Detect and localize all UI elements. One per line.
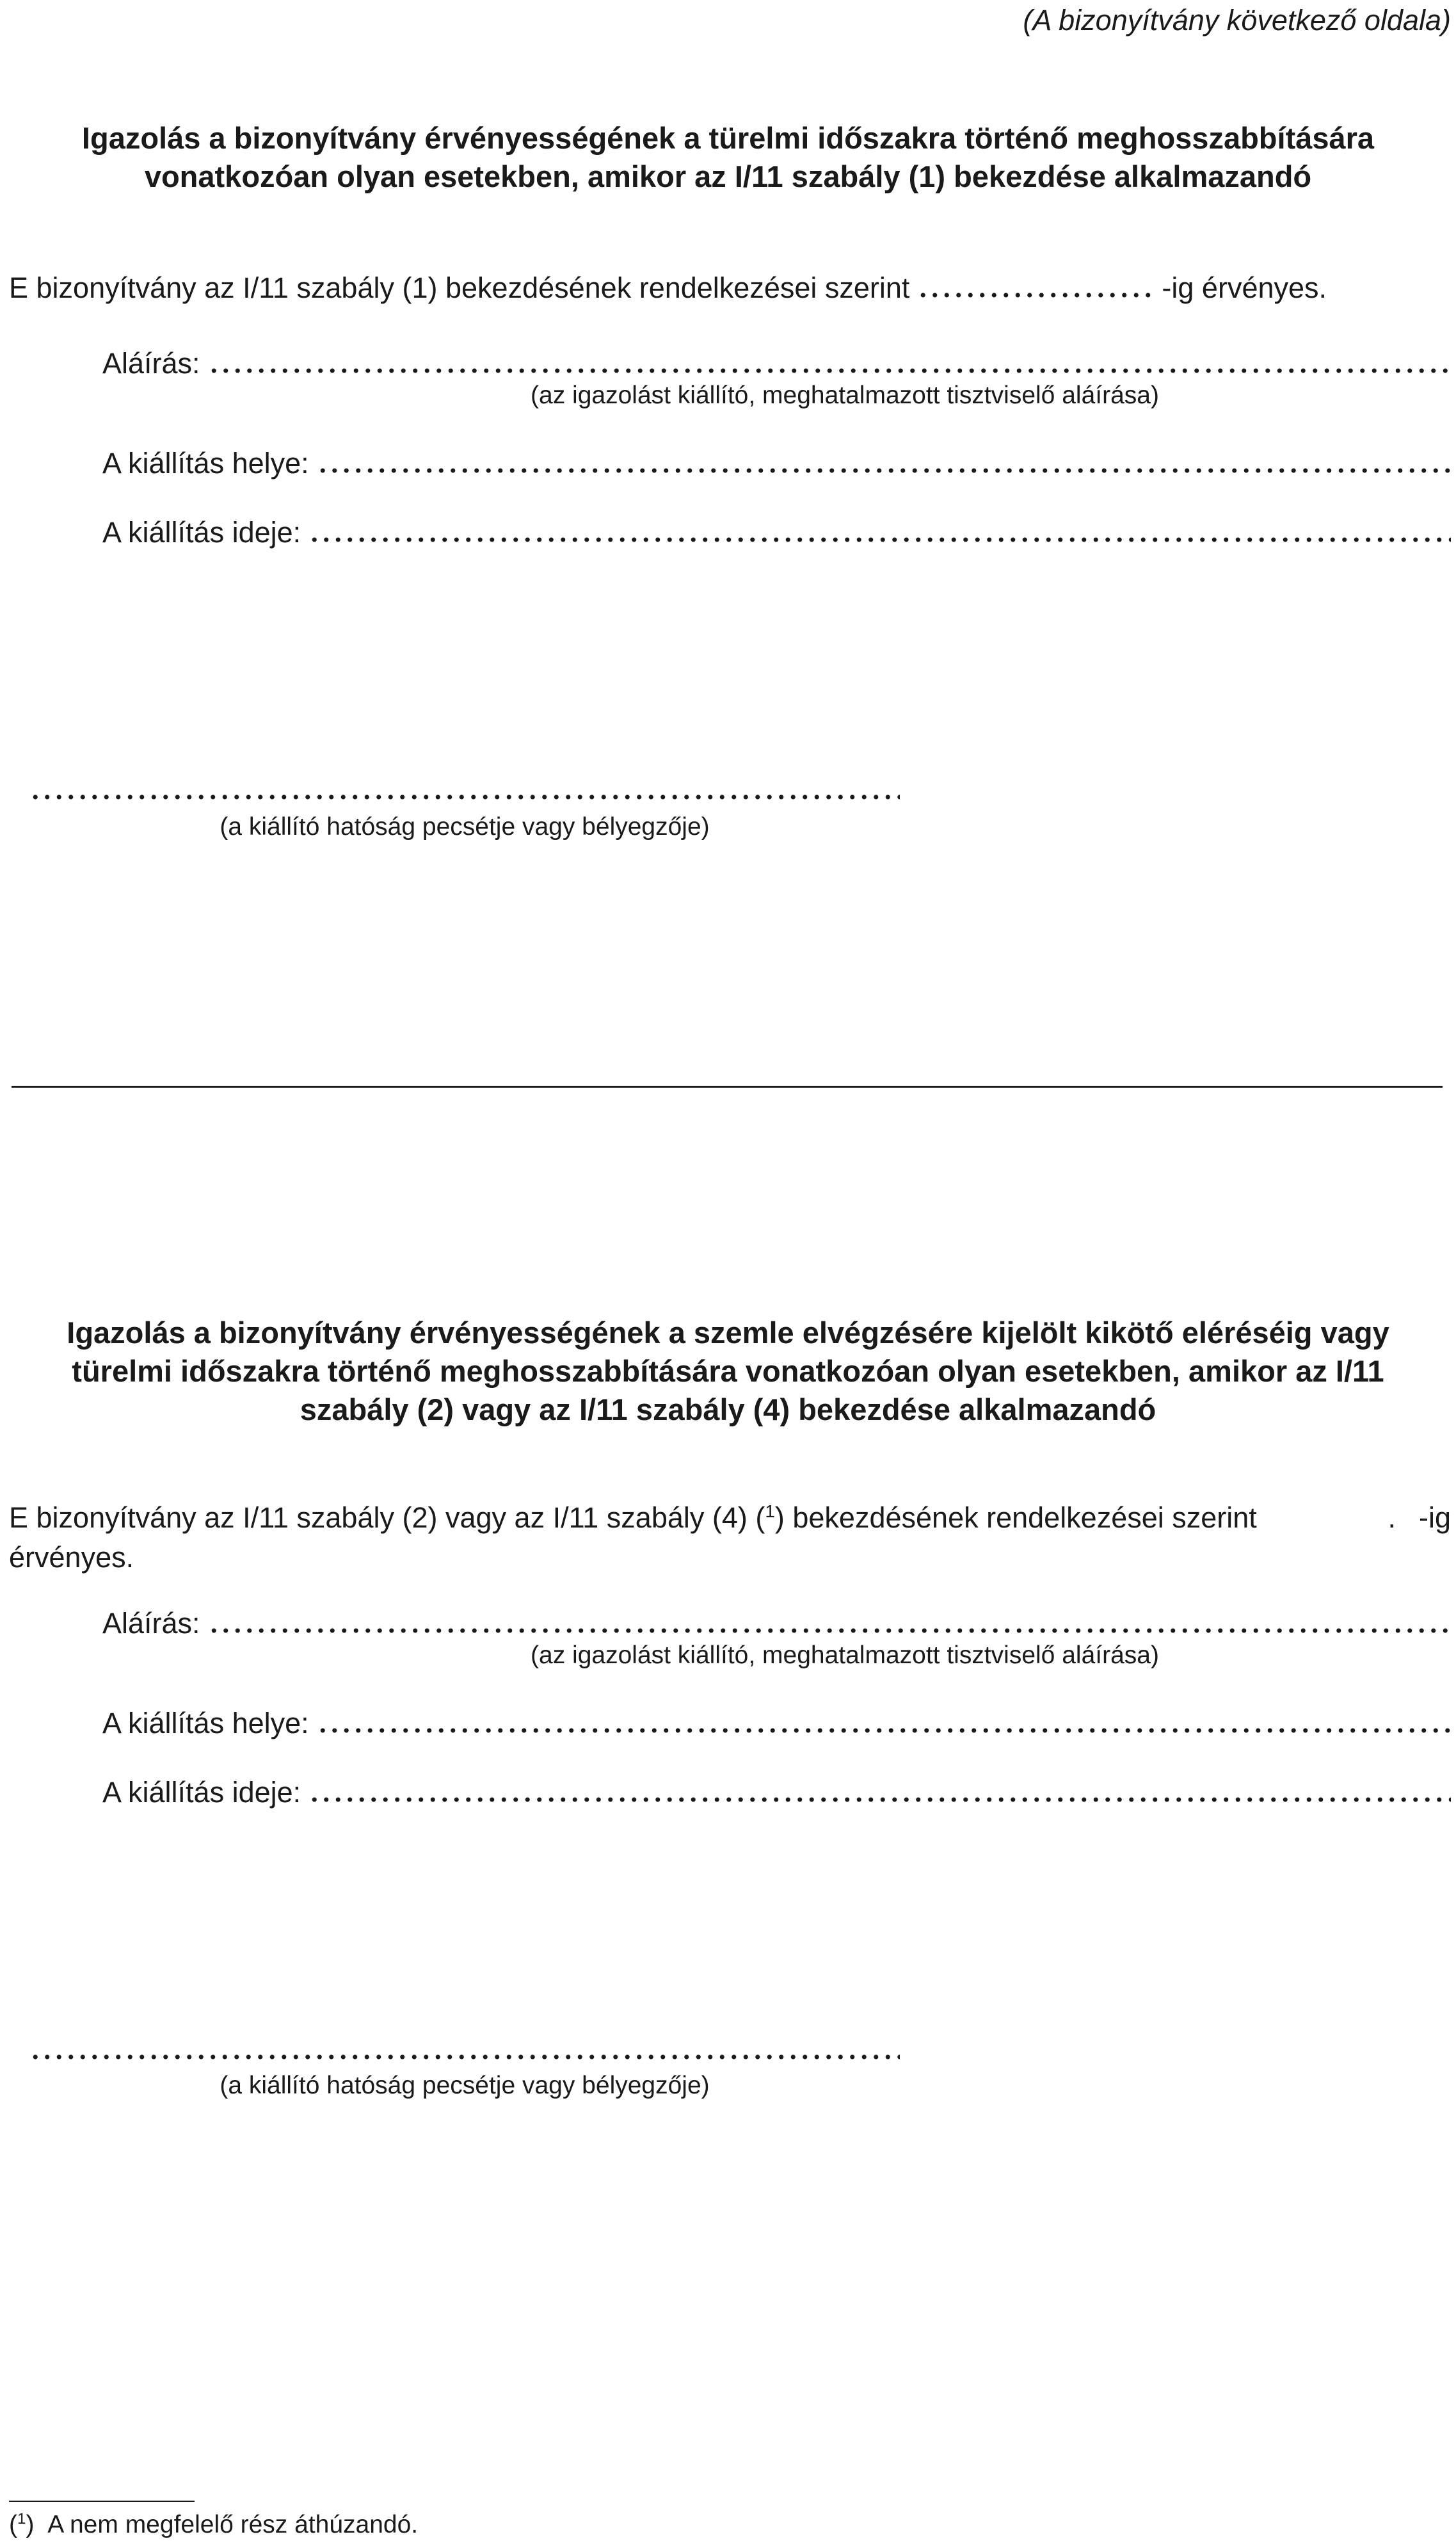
section1-place-label: A kiállítás helye: xyxy=(102,447,309,480)
section2-place-row xyxy=(102,1704,1451,1743)
section1-heading-line1: Igazolás a bizonyítvány érvényességének a türelmi időszakra történő meghosszabbítására xyxy=(81,121,1375,155)
footnote-reference[interactable]: 1 xyxy=(765,1501,775,1521)
section2-date-label: A kiállítás ideje: xyxy=(102,1776,301,1809)
section1-signature-caption: (az igazolást kiállító, meghatalmazott tisztviselő aláírása) xyxy=(531,382,1159,409)
section2-place-field[interactable] xyxy=(317,1727,1451,1734)
section1-stamp-field[interactable] xyxy=(29,794,900,800)
section1-validity-date-field[interactable] xyxy=(917,292,1154,298)
section1-signature-row xyxy=(102,344,1451,383)
section2-statement-prefix: E bizonyítvány az I/11 szabály (2) vagy az I/11 szabály (4) ( xyxy=(9,1501,765,1534)
section2-signature-caption: (az igazolást kiállító, meghatalmazott tisztviselő aláírása) xyxy=(531,1641,1159,1669)
section1-date-row xyxy=(102,513,1451,552)
section2-statement-line2: érvényes. xyxy=(9,1541,134,1574)
section2-heading-line1: Igazolás a bizonyítvány érvényességének a szemle elvégzésére kijelölt kikötő eléréséig vagy xyxy=(67,1316,1389,1350)
section1-stamp-caption: (a kiállító hatóság pecsétje vagy bélyegzője) xyxy=(220,813,710,841)
section1-heading-line2: vonatkozóan olyan esetekben, amikor az I/11 szabály (1) bekezdése alkalmazandó xyxy=(144,159,1312,193)
section2-validity-statement xyxy=(9,1498,1451,1577)
section2-validity-date-field[interactable]: . xyxy=(1388,1501,1396,1534)
section1-signature-label: Aláírás: xyxy=(102,347,200,380)
footnote-marker: 1 xyxy=(17,2510,26,2528)
section2-signature-label: Aláírás: xyxy=(102,1607,200,1640)
section1-place-field[interactable] xyxy=(317,467,1451,474)
section2-signature-field[interactable] xyxy=(208,1627,1451,1634)
page-header: (A bizonyítvány következő oldala) xyxy=(1023,4,1451,36)
section2-date-field[interactable] xyxy=(308,1796,1451,1803)
footnote-open: ( xyxy=(9,2511,17,2538)
section1-statement-prefix: E bizonyítvány az I/11 szabály (1) bekezdésének rendelkezései szerint xyxy=(9,271,910,304)
section2-place-label: A kiállítás helye: xyxy=(102,1707,309,1739)
section2-heading-line3: szabály (2) vagy az I/11 szabály (4) bekezdése alkalmazandó xyxy=(300,1392,1156,1426)
footnote xyxy=(9,2508,418,2542)
section1-signature-field[interactable] xyxy=(208,367,1451,374)
section1-date-label: A kiállítás ideje: xyxy=(102,516,301,549)
footnote-close: ) xyxy=(26,2511,35,2538)
section2-heading-line2: türelmi időszakra történő meghosszabbítására vonatkozóan olyan esetekben, amikor az I/11 xyxy=(72,1354,1384,1388)
section-divider xyxy=(12,1086,1443,1088)
section2-date-row xyxy=(102,1773,1451,1812)
section2-stamp-field[interactable] xyxy=(29,2054,900,2060)
footnote-text: A nem megfelelő rész áthúzandó. xyxy=(47,2511,419,2538)
section2-stamp-caption: (a kiállító hatóság pecsétje vagy bélyegzője) xyxy=(220,2072,710,2099)
section1-validity-statement xyxy=(9,269,1451,307)
section2-statement-suffix: -ig xyxy=(1418,1501,1451,1534)
section1-statement-suffix: -ig érvényes. xyxy=(1162,271,1327,304)
section2-signature-row xyxy=(102,1604,1451,1643)
section1-date-field[interactable] xyxy=(308,536,1451,543)
footnote-separator xyxy=(9,2501,195,2502)
section2-statement-middle: ) bekezdésének rendelkezései szerint xyxy=(774,1501,1257,1534)
section1-place-row xyxy=(102,444,1451,483)
